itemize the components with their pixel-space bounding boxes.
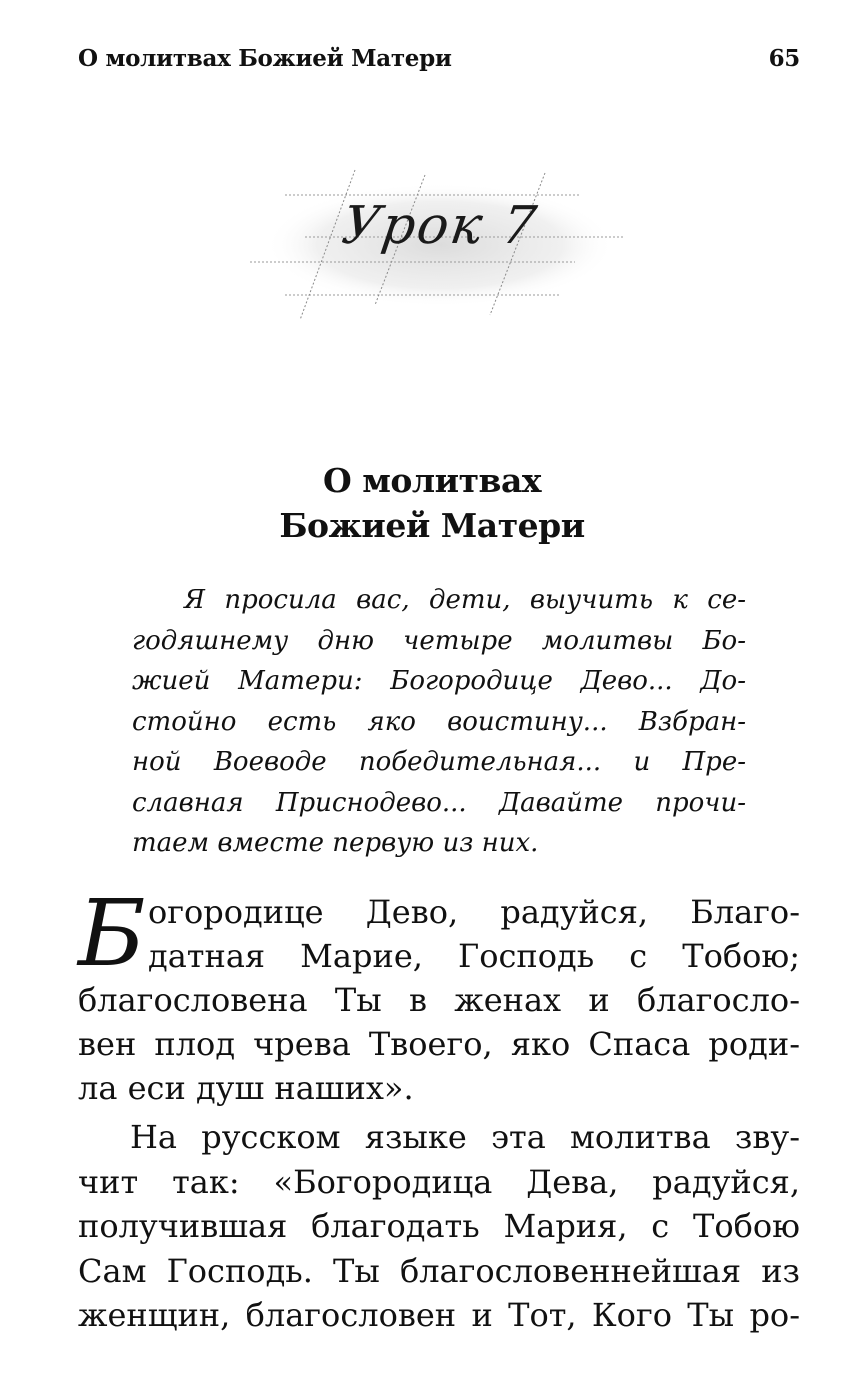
body-line: женщин, благословен и Тот, Кого Ты ро- (78, 1296, 800, 1334)
lesson-label: Урок 7 (338, 196, 542, 256)
body-line: Сам Господь. Ты благословеннейшая из (78, 1251, 800, 1290)
body-line: получившая благодать Мария, с Тобою (78, 1207, 800, 1245)
prayer-line: вен плод чрева Твоего, яко Спаса роди- (78, 1025, 800, 1063)
running-head (78, 40, 800, 76)
body-line: На русском языке эта молитва зву- (130, 1118, 800, 1156)
intro-line: таем вместе первую из них. (132, 828, 539, 858)
body-paragraph (78, 1115, 800, 1338)
intro-line: стойно есть яко воистину... Взбран- (132, 706, 746, 737)
prayer-paragraph (78, 880, 800, 1110)
intro-line: ной Воеводе победительная... и Пре- (132, 747, 746, 777)
intro-line: Я просила вас, дети, выучить к се- (184, 585, 746, 615)
intro-line: жией Матери: Богородице Дево... До- (132, 666, 746, 696)
prayer-line: ла еси душ наших». (78, 1069, 414, 1107)
body-line: чит так: «Богородица Дева, радуйся, (78, 1162, 800, 1201)
prayer-line: огородице Дево, радуйся, Благо- (148, 893, 800, 931)
chapter-title-line: О молитвах (322, 461, 542, 500)
chapter-title-line: Божией Матери (279, 506, 585, 545)
prayer-line: благословена Ты в женах и благосло- (78, 981, 800, 1019)
intro-paragraph (132, 580, 746, 864)
chapter-title (0, 458, 864, 548)
intro-line: годяшнему дню четыре молитвы Бо- (132, 625, 746, 656)
page-number: 65 (768, 44, 800, 72)
drop-cap: Б (78, 880, 146, 987)
running-head-title: О молитвах Божией Матери (78, 44, 452, 72)
prayer-line: датная Марие, Господь с Тобою; (148, 937, 800, 975)
intro-line: славная Приснодево... Давайте прочи- (132, 787, 746, 818)
